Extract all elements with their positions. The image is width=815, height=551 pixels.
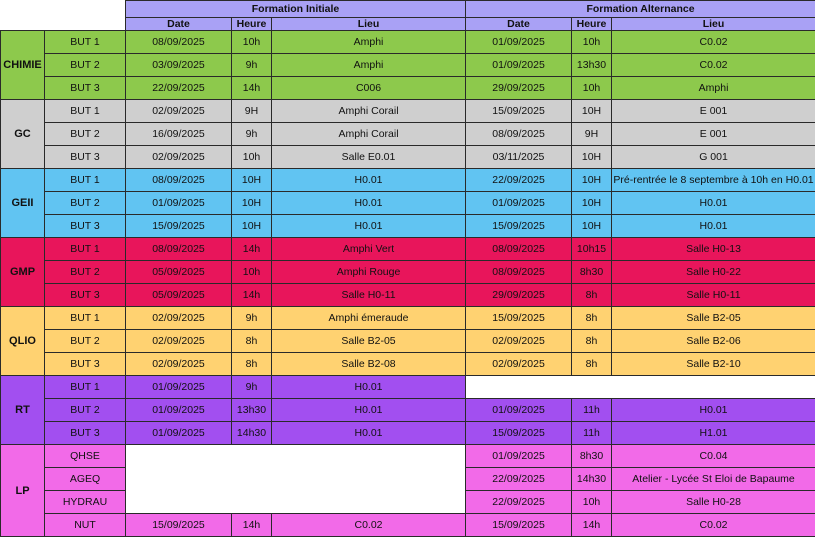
fa-lieu-cell: H0.01 <box>612 192 815 215</box>
program-cell: BUT 3 <box>45 215 126 238</box>
fa-heure-cell: 14h30 <box>572 468 612 491</box>
table-row <box>1 31 815 54</box>
fi-heure-cell: 9H <box>232 100 272 123</box>
fi-heure-cell: 14h <box>232 238 272 261</box>
table-row <box>1 192 815 215</box>
fa-heure-cell: 10H <box>572 192 612 215</box>
fa-date-cell: 01/09/2025 <box>466 54 572 77</box>
fa-lieu-cell: C0.02 <box>612 31 815 54</box>
table-row <box>1 123 815 146</box>
fi-date-cell: 02/09/2025 <box>126 100 232 123</box>
fa-date-cell: 08/09/2025 <box>466 123 572 146</box>
fa-date-cell: 08/09/2025 <box>466 261 572 284</box>
table-row <box>1 261 815 284</box>
fi-lieu-cell: H0.01 <box>272 192 466 215</box>
fa-heure-cell: 10h <box>572 491 612 514</box>
fa-lieu-cell: Salle B2-06 <box>612 330 815 353</box>
fi-heure-cell: 14h <box>232 77 272 100</box>
fi-heure-cell: 14h <box>232 514 272 537</box>
table-row <box>1 100 815 123</box>
program-cell: BUT 2 <box>45 192 126 215</box>
fi-heure-cell: 8h <box>232 330 272 353</box>
col-header-fi-date: Date <box>126 18 232 31</box>
fi-lieu-cell: Amphi Vert <box>272 238 466 261</box>
fa-date-cell: 03/11/2025 <box>466 146 572 169</box>
program-cell: HYDRAU <box>45 491 126 514</box>
fi-date-cell: 08/09/2025 <box>126 238 232 261</box>
fa-date-cell: 01/09/2025 <box>466 445 572 468</box>
fi-heure-cell: 9h <box>232 307 272 330</box>
fa-date-cell: 02/09/2025 <box>466 353 572 376</box>
program-cell: BUT 3 <box>45 146 126 169</box>
fi-lieu-cell: Amphi émeraude <box>272 307 466 330</box>
department-label: QLIO <box>1 307 45 376</box>
fi-date-cell: 22/09/2025 <box>126 77 232 100</box>
table-row <box>1 330 815 353</box>
fa-date-cell: 29/09/2025 <box>466 284 572 307</box>
fa-heure-cell: 8h <box>572 353 612 376</box>
fi-lieu-cell: H0.01 <box>272 399 466 422</box>
fi-date-cell: 02/09/2025 <box>126 353 232 376</box>
fi-heure-cell: 14h30 <box>232 422 272 445</box>
fi-date-cell: 15/09/2025 <box>126 514 232 537</box>
fi-date-cell: 01/09/2025 <box>126 399 232 422</box>
empty-fi-block <box>126 445 466 514</box>
fi-heure-cell: 13h30 <box>232 399 272 422</box>
fi-date-cell: 01/09/2025 <box>126 192 232 215</box>
fi-lieu-cell: Salle E0.01 <box>272 146 466 169</box>
fi-date-cell: 16/09/2025 <box>126 123 232 146</box>
fi-date-cell: 08/09/2025 <box>126 169 232 192</box>
table-row <box>1 445 815 468</box>
corner-blank <box>1 1 126 31</box>
fa-date-cell: 01/09/2025 <box>466 192 572 215</box>
fi-lieu-cell: H0.01 <box>272 169 466 192</box>
program-cell: BUT 1 <box>45 307 126 330</box>
table-row <box>1 146 815 169</box>
department-label: GC <box>1 100 45 169</box>
program-cell: BUT 2 <box>45 54 126 77</box>
fi-lieu-cell: H0.01 <box>272 422 466 445</box>
table-row <box>1 54 815 77</box>
empty-fa-block <box>466 376 815 399</box>
fi-lieu-cell: Amphi <box>272 54 466 77</box>
fa-lieu-cell: H0.01 <box>612 399 815 422</box>
department-label: GEII <box>1 169 45 238</box>
fa-heure-cell: 10h <box>572 77 612 100</box>
fa-heure-cell: 8h30 <box>572 261 612 284</box>
fa-heure-cell: 10H <box>572 169 612 192</box>
fa-lieu-cell: E 001 <box>612 123 815 146</box>
program-cell: BUT 3 <box>45 284 126 307</box>
fa-lieu-cell: C0.02 <box>612 54 815 77</box>
fa-heure-cell: 8h <box>572 307 612 330</box>
fi-heure-cell: 9h <box>232 54 272 77</box>
department-label: LP <box>1 445 45 537</box>
col-header-fa-date: Date <box>466 18 572 31</box>
fa-date-cell: 22/09/2025 <box>466 468 572 491</box>
fa-lieu-cell: Salle H0-22 <box>612 261 815 284</box>
fa-heure-cell: 8h <box>572 284 612 307</box>
col-header-fa-lieu: Lieu <box>612 18 815 31</box>
table-row <box>1 422 815 445</box>
fa-date-cell: 22/09/2025 <box>466 169 572 192</box>
program-cell: BUT 2 <box>45 261 126 284</box>
fi-lieu-cell: Amphi Rouge <box>272 261 466 284</box>
program-cell: AGEQ <box>45 468 126 491</box>
fa-date-cell: 01/09/2025 <box>466 399 572 422</box>
fi-heure-cell: 9h <box>232 123 272 146</box>
program-cell: BUT 2 <box>45 123 126 146</box>
fa-date-cell: 15/09/2025 <box>466 514 572 537</box>
fi-date-cell: 05/09/2025 <box>126 284 232 307</box>
table-row <box>1 77 815 100</box>
fi-lieu-cell: Amphi Corail <box>272 123 466 146</box>
fa-lieu-cell: Pré-rentrée le 8 septembre à 10h en H0.01 <box>612 169 815 192</box>
fi-lieu-cell: Salle B2-08 <box>272 353 466 376</box>
fa-heure-cell: 10H <box>572 100 612 123</box>
fi-heure-cell: 10H <box>232 215 272 238</box>
fa-date-cell: 15/09/2025 <box>466 422 572 445</box>
col-header-fi-heure: Heure <box>232 18 272 31</box>
program-cell: BUT 3 <box>45 77 126 100</box>
fi-lieu-cell: Salle H0-11 <box>272 284 466 307</box>
program-cell: BUT 1 <box>45 31 126 54</box>
fa-lieu-cell: C0.02 <box>612 514 815 537</box>
fa-heure-cell: 13h30 <box>572 54 612 77</box>
table-row <box>1 376 815 399</box>
fa-date-cell: 01/09/2025 <box>466 31 572 54</box>
fa-lieu-cell: Salle B2-10 <box>612 353 815 376</box>
fa-date-cell: 22/09/2025 <box>466 491 572 514</box>
table-row <box>1 353 815 376</box>
fi-lieu-cell: Amphi <box>272 31 466 54</box>
fi-heure-cell: 10h <box>232 31 272 54</box>
program-cell: QHSE <box>45 445 126 468</box>
fi-lieu-cell: C006 <box>272 77 466 100</box>
fi-lieu-cell: H0.01 <box>272 376 466 399</box>
fa-heure-cell: 14h <box>572 514 612 537</box>
fi-date-cell: 01/09/2025 <box>126 376 232 399</box>
table-row <box>1 215 815 238</box>
fi-heure-cell: 10H <box>232 192 272 215</box>
fi-date-cell: 08/09/2025 <box>126 31 232 54</box>
department-label: RT <box>1 376 45 445</box>
program-cell: BUT 1 <box>45 100 126 123</box>
fa-heure-cell: 10h <box>572 31 612 54</box>
fi-date-cell: 03/09/2025 <box>126 54 232 77</box>
fi-lieu-cell: Salle B2-05 <box>272 330 466 353</box>
header-formation-alternance: Formation Alternance <box>466 1 815 18</box>
fa-date-cell: 29/09/2025 <box>466 77 572 100</box>
fi-lieu-cell: H0.01 <box>272 215 466 238</box>
fi-heure-cell: 14h <box>232 284 272 307</box>
program-cell: BUT 2 <box>45 330 126 353</box>
fi-date-cell: 01/09/2025 <box>126 422 232 445</box>
fa-lieu-cell: H0.01 <box>612 215 815 238</box>
fa-date-cell: 08/09/2025 <box>466 238 572 261</box>
fi-date-cell: 02/09/2025 <box>126 330 232 353</box>
fi-lieu-cell: Amphi Corail <box>272 100 466 123</box>
program-cell: BUT 1 <box>45 169 126 192</box>
fi-heure-cell: 10H <box>232 169 272 192</box>
fi-date-cell: 05/09/2025 <box>126 261 232 284</box>
fa-lieu-cell: Amphi <box>612 77 815 100</box>
program-cell: BUT 1 <box>45 376 126 399</box>
fa-heure-cell: 8h30 <box>572 445 612 468</box>
fa-lieu-cell: H1.01 <box>612 422 815 445</box>
fi-date-cell: 02/09/2025 <box>126 307 232 330</box>
fa-date-cell: 15/09/2025 <box>466 100 572 123</box>
fi-heure-cell: 8h <box>232 353 272 376</box>
program-cell: BUT 3 <box>45 422 126 445</box>
fa-heure-cell: 9H <box>572 123 612 146</box>
fi-heure-cell: 10h <box>232 146 272 169</box>
table-row <box>1 307 815 330</box>
fa-heure-cell: 11h <box>572 422 612 445</box>
table-row <box>1 514 815 537</box>
table-row <box>1 238 815 261</box>
header-formation-initiale: Formation Initiale <box>126 1 466 18</box>
col-header-fa-heure: Heure <box>572 18 612 31</box>
program-cell: BUT 3 <box>45 353 126 376</box>
table-row <box>1 284 815 307</box>
fa-heure-cell: 11h <box>572 399 612 422</box>
fa-date-cell: 15/09/2025 <box>466 307 572 330</box>
fa-lieu-cell: C0.04 <box>612 445 815 468</box>
fi-lieu-cell: C0.02 <box>272 514 466 537</box>
fa-heure-cell: 10h15 <box>572 238 612 261</box>
fa-lieu-cell: Salle H0-13 <box>612 238 815 261</box>
program-cell: NUT <box>45 514 126 537</box>
department-label: GMP <box>1 238 45 307</box>
fa-lieu-cell: G 001 <box>612 146 815 169</box>
fa-lieu-cell: E 001 <box>612 100 815 123</box>
table-row <box>1 169 815 192</box>
fi-date-cell: 02/09/2025 <box>126 146 232 169</box>
table-row <box>1 399 815 422</box>
fi-date-cell: 15/09/2025 <box>126 215 232 238</box>
fa-lieu-cell: Salle B2-05 <box>612 307 815 330</box>
fi-heure-cell: 10h <box>232 261 272 284</box>
department-label: CHIMIE <box>1 31 45 100</box>
fa-date-cell: 15/09/2025 <box>466 215 572 238</box>
fi-heure-cell: 9h <box>232 376 272 399</box>
fa-date-cell: 02/09/2025 <box>466 330 572 353</box>
fa-heure-cell: 8h <box>572 330 612 353</box>
fa-lieu-cell: Salle H0-28 <box>612 491 815 514</box>
fa-heure-cell: 10H <box>572 146 612 169</box>
fa-heure-cell: 10H <box>572 215 612 238</box>
program-cell: BUT 2 <box>45 399 126 422</box>
fa-lieu-cell: Atelier - Lycée St Eloi de Bapaume <box>612 468 815 491</box>
program-cell: BUT 1 <box>45 238 126 261</box>
fa-lieu-cell: Salle H0-11 <box>612 284 815 307</box>
col-header-fi-lieu: Lieu <box>272 18 466 31</box>
